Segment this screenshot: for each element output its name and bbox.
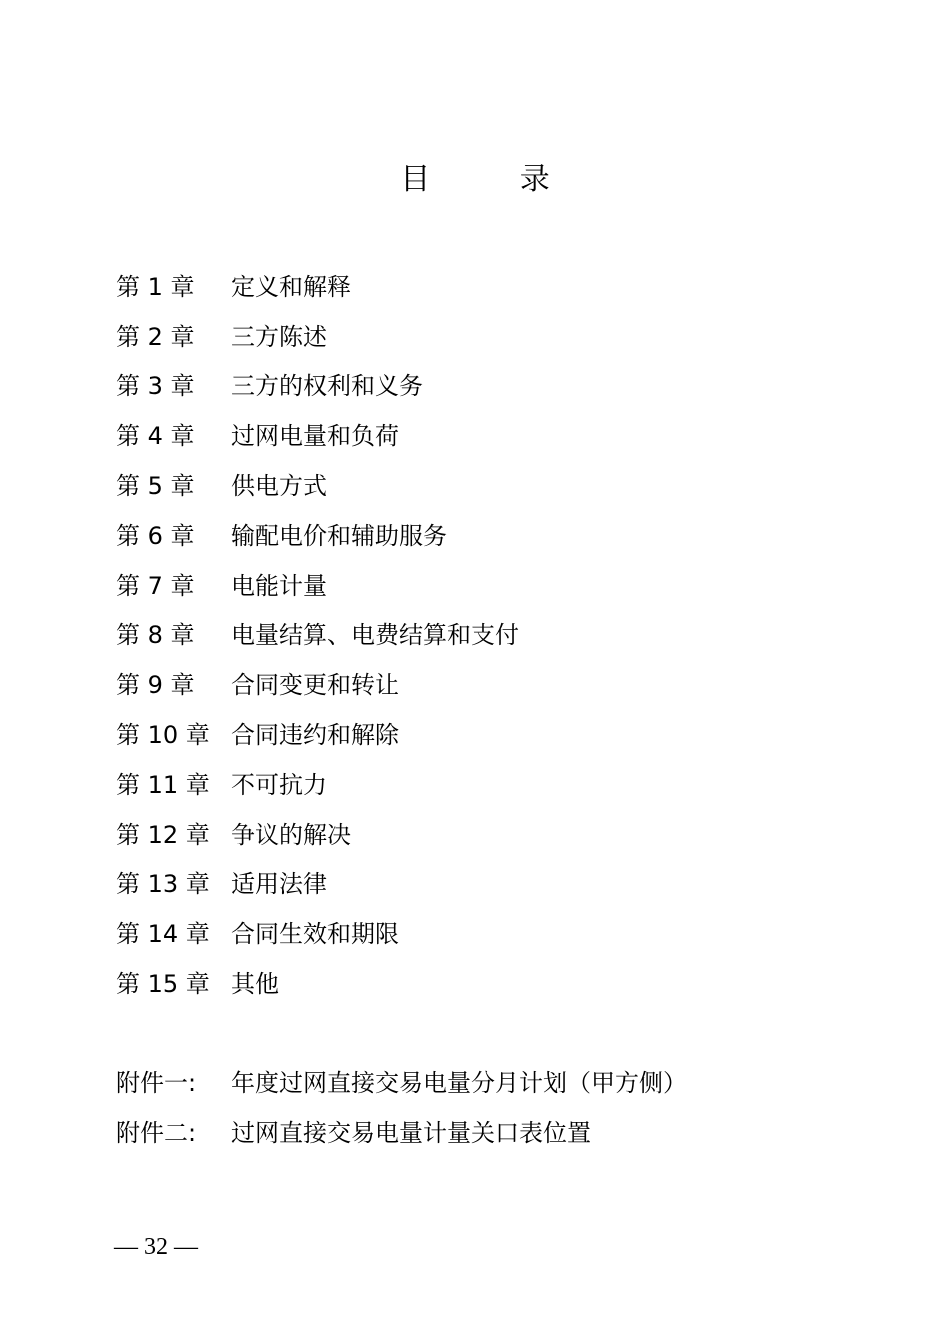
chapter-title: 供电方式	[231, 472, 327, 501]
chapter-title: 合同生效和期限	[231, 920, 399, 949]
chapter-title: 输配电价和辅助服务	[231, 521, 447, 550]
table-of-contents	[116, 262, 876, 1009]
toc-item-chapter-15[interactable]	[116, 959, 876, 1009]
chapter-title: 合同变更和转让	[231, 671, 399, 700]
chapter-number: 第 5 章	[116, 472, 195, 501]
chapter-number: 第 1 章	[116, 272, 195, 301]
chapter-title: 电能计量	[231, 571, 327, 600]
chapter-number: 第 14 章	[116, 920, 210, 949]
chapter-title: 三方的权利和义务	[231, 372, 423, 401]
toc-item-chapter-11[interactable]	[116, 760, 876, 810]
chapter-number: 第 15 章	[116, 970, 210, 999]
toc-item-chapter-2[interactable]	[116, 312, 876, 362]
appendix-title: 年度过网直接交易电量分月计划（甲方侧）	[231, 1069, 687, 1097]
chapter-number: 第 9 章	[116, 671, 195, 700]
chapter-number: 第 8 章	[116, 621, 195, 650]
chapter-number: 第 11 章	[116, 770, 210, 799]
toc-item-chapter-13[interactable]	[116, 860, 876, 910]
chapter-number: 第 7 章	[116, 571, 195, 600]
toc-item-chapter-3[interactable]	[116, 362, 876, 412]
appendix-title: 过网直接交易电量计量关口表位置	[231, 1119, 591, 1147]
toc-item-chapter-4[interactable]	[116, 411, 876, 461]
toc-item-chapter-8[interactable]	[116, 611, 876, 661]
chapter-number: 第 3 章	[116, 372, 195, 401]
appendix-label: 附件二:	[116, 1119, 197, 1147]
page-number: — 32 —	[114, 1234, 198, 1260]
toc-item-chapter-9[interactable]	[116, 660, 876, 710]
toc-item-chapter-6[interactable]	[116, 511, 876, 561]
toc-item-appendix-1[interactable]	[116, 1058, 876, 1108]
chapter-number: 第 6 章	[116, 521, 195, 550]
toc-item-chapter-5[interactable]	[116, 461, 876, 511]
toc-item-chapter-1[interactable]	[116, 262, 876, 312]
chapter-title: 三方陈述	[231, 322, 327, 351]
chapter-title: 定义和解释	[231, 272, 351, 301]
chapter-number: 第 4 章	[116, 422, 195, 451]
chapter-title: 不可抗力	[231, 770, 327, 799]
chapter-title: 争议的解决	[231, 820, 351, 849]
chapter-title: 其他	[231, 970, 279, 999]
toc-item-chapter-10[interactable]	[116, 710, 876, 760]
chapter-number: 第 12 章	[116, 820, 210, 849]
toc-item-chapter-14[interactable]	[116, 909, 876, 959]
chapter-title: 合同违约和解除	[231, 721, 399, 750]
appendix-label: 附件一:	[116, 1069, 197, 1097]
chapter-number: 第 10 章	[116, 721, 210, 750]
chapter-title: 适用法律	[231, 870, 327, 899]
toc-item-chapter-12[interactable]	[116, 810, 876, 860]
appendix-list	[116, 1058, 876, 1158]
page-title: 目 录	[400, 162, 590, 197]
toc-item-appendix-2[interactable]	[116, 1108, 876, 1158]
chapter-number: 第 2 章	[116, 322, 195, 351]
chapter-number: 第 13 章	[116, 870, 210, 899]
toc-item-chapter-7[interactable]	[116, 561, 876, 611]
chapter-title: 过网电量和负荷	[231, 422, 399, 451]
chapter-title: 电量结算、电费结算和支付	[231, 621, 519, 650]
